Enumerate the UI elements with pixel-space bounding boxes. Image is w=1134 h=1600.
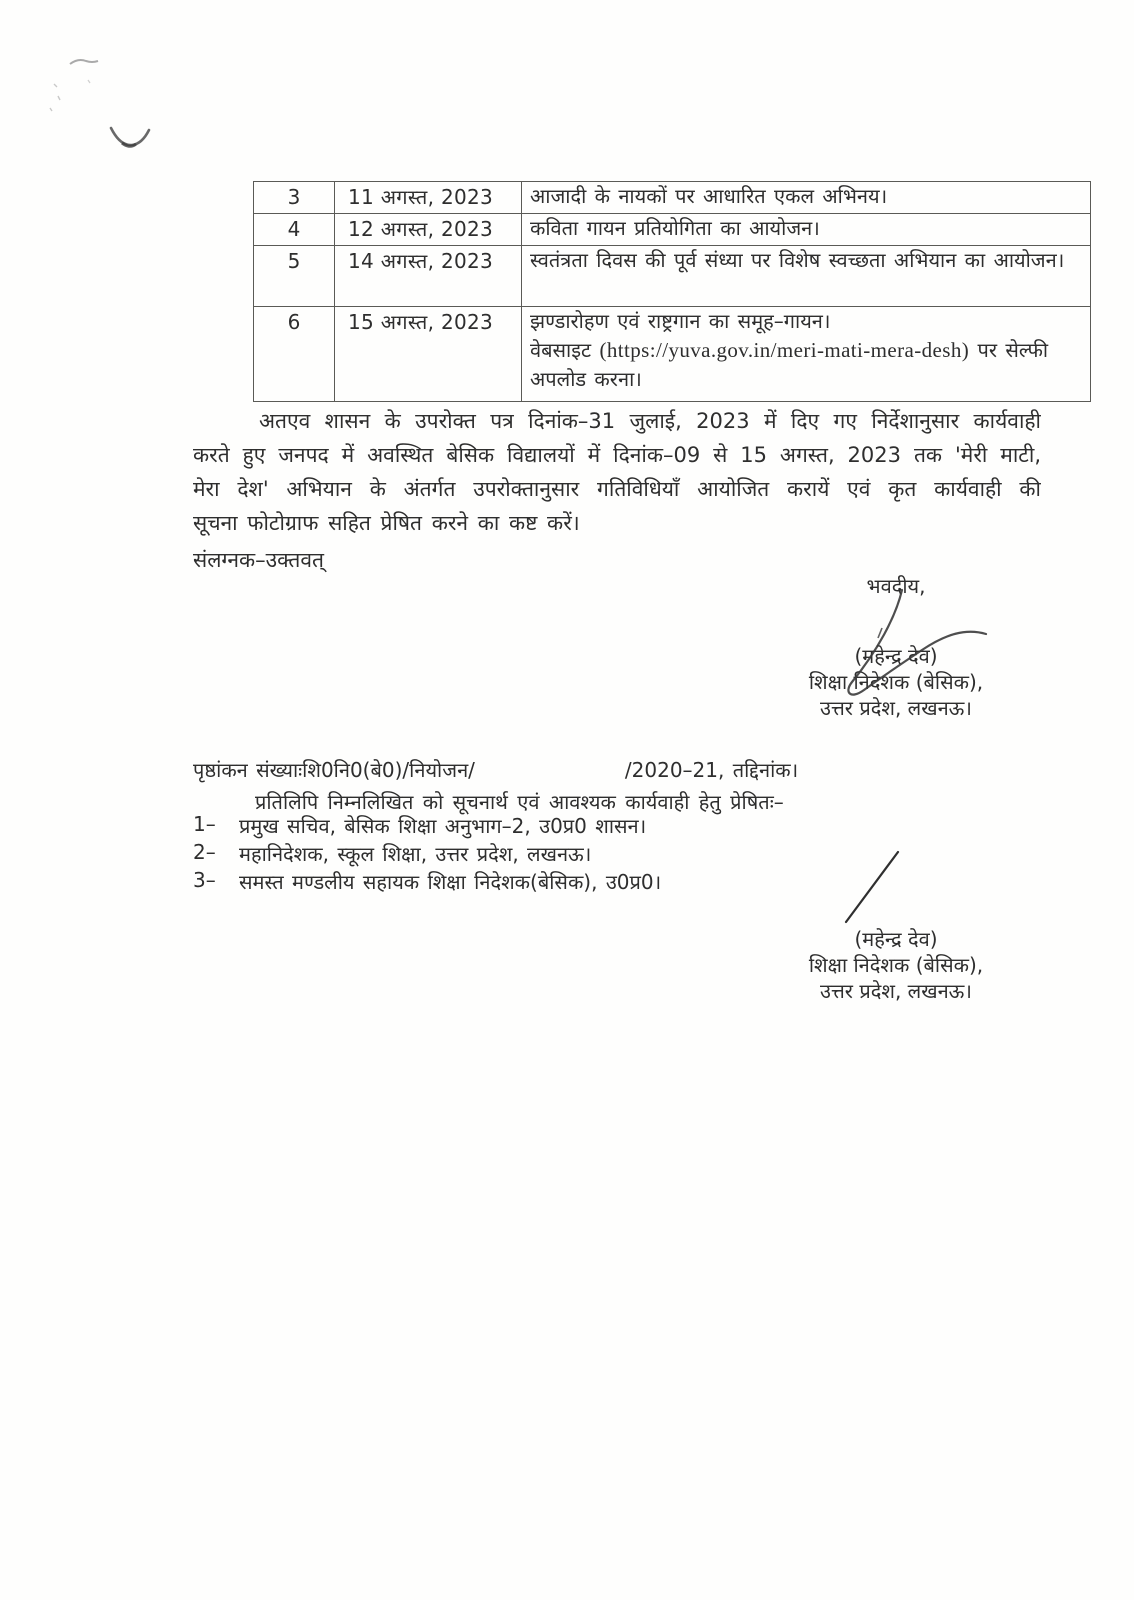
paragraph-line: मेरा देश' अभियान के अंतर्गत उपरोक्तानुसार गतिविधियाँ आयोजित करायें एवं कृत कार्यवाही की (193, 477, 1041, 501)
signature-slash (838, 846, 908, 930)
signatory-title: शिक्षा निदेशक (बेसिक), (808, 670, 984, 694)
serial-cell: 4 (254, 214, 335, 246)
activity-cell (522, 307, 1091, 402)
recipient-item (193, 812, 661, 840)
signatory-name: (महेन्द्र देव) (854, 644, 938, 668)
activities-table (253, 181, 1091, 402)
signatory-title: शिक्षा निदेशक (बेसिक), (808, 953, 984, 977)
date-cell: 14 अगस्त, 2023 (335, 246, 522, 307)
recipient-item (193, 840, 661, 868)
table-row (254, 214, 1091, 246)
website-label: वेबसाइट (530, 338, 592, 362)
serial-cell: 3 (254, 182, 335, 214)
date-cell: 11 अगस्त, 2023 (335, 182, 522, 214)
paragraph-line: अतएव शासन के उपरोक्त पत्र दिनांक–31 जुलाई, 2023 में दिए गए निर्देशानुसार कार्यवाही (259, 409, 1041, 433)
paragraph-line: करते हुए जनपद में अवस्थित बेसिक विद्यालयों में दिनांक–09 से 15 अगस्त, 2023 तक 'मेरी माटी, (193, 443, 1041, 467)
website-url: (https://yuva.gov.in/meri-mati-mera-desh) (599, 338, 970, 362)
enclosure-note: संलग्नक–उक्तवत् (193, 548, 324, 572)
signatory-name: (महेन्द्र देव) (854, 927, 938, 951)
activity-cell: कविता गायन प्रतियोगिता का आयोजन। (522, 214, 1091, 246)
table-row (254, 307, 1091, 402)
signature-block-1 (762, 573, 1030, 721)
copy-forward-line: प्रतिलिपि निम्नलिखित को सूचनार्थ एवं आवश्यक कार्यवाही हेतु प्रेषितः– (255, 790, 784, 814)
endorsement-ref-right: /2020–21, तद्दिनांक। (624, 758, 799, 782)
date-cell: 12 अगस्त, 2023 (335, 214, 522, 246)
table-row (254, 246, 1091, 307)
pen-crescent-mark (108, 124, 152, 152)
recipient-text: समस्त मण्डलीय सहायक शिक्षा निदेशक(बेसिक), उ0प्र0। (239, 870, 662, 894)
activity-cell: स्वतंत्रता दिवस की पूर्व संध्या पर विशेष स्वच्छता अभियान का आयोजन। (522, 246, 1091, 307)
signatory-place: उत्तर प्रदेश, लखनऊ। (820, 979, 972, 1003)
pen-scribble-mark (44, 52, 164, 122)
recipient-text: महानिदेशक, स्कूल शिक्षा, उत्तर प्रदेश, लखनऊ। (239, 842, 592, 866)
activity-line: झण्डारोहण एवं राष्ट्रगान का समूह–गायन। (530, 309, 831, 333)
date-cell: 15 अगस्त, 2023 (335, 307, 522, 402)
salutation: भवदीय, (866, 574, 926, 598)
endorsement-ref-left: पृष्ठांकन संख्याःशि0नि0(बे0)/नियोजन/ (193, 758, 475, 782)
serial-cell: 5 (254, 246, 335, 307)
recipients-list (193, 812, 661, 896)
recipient-text: प्रमुख सचिव, बेसिक शिक्षा अनुभाग–2, उ0प्र0 शासन। (239, 814, 647, 838)
signature-block-2 (762, 926, 1030, 1004)
signatory-place: उत्तर प्रदेश, लखनऊ। (820, 696, 972, 720)
endorsement-line (193, 756, 1063, 784)
blank-number-space (475, 756, 625, 784)
recipient-number: 3– (193, 868, 216, 892)
recipient-item (193, 868, 661, 896)
serial-cell: 6 (254, 307, 335, 402)
recipient-number: 2– (193, 840, 216, 864)
activity-line-with-url (530, 336, 1082, 394)
upload-instruction: पर सेल्फी अपलोड करना। (530, 338, 1049, 391)
recipient-number: 1– (193, 812, 216, 836)
activity-cell: आजादी के नायकों पर आधारित एकल अभिनय। (522, 182, 1091, 214)
paragraph-line: सूचना फोटोग्राफ सहित प्रेषित करने का कष्ट करें। (193, 511, 580, 535)
table-row (254, 182, 1091, 214)
